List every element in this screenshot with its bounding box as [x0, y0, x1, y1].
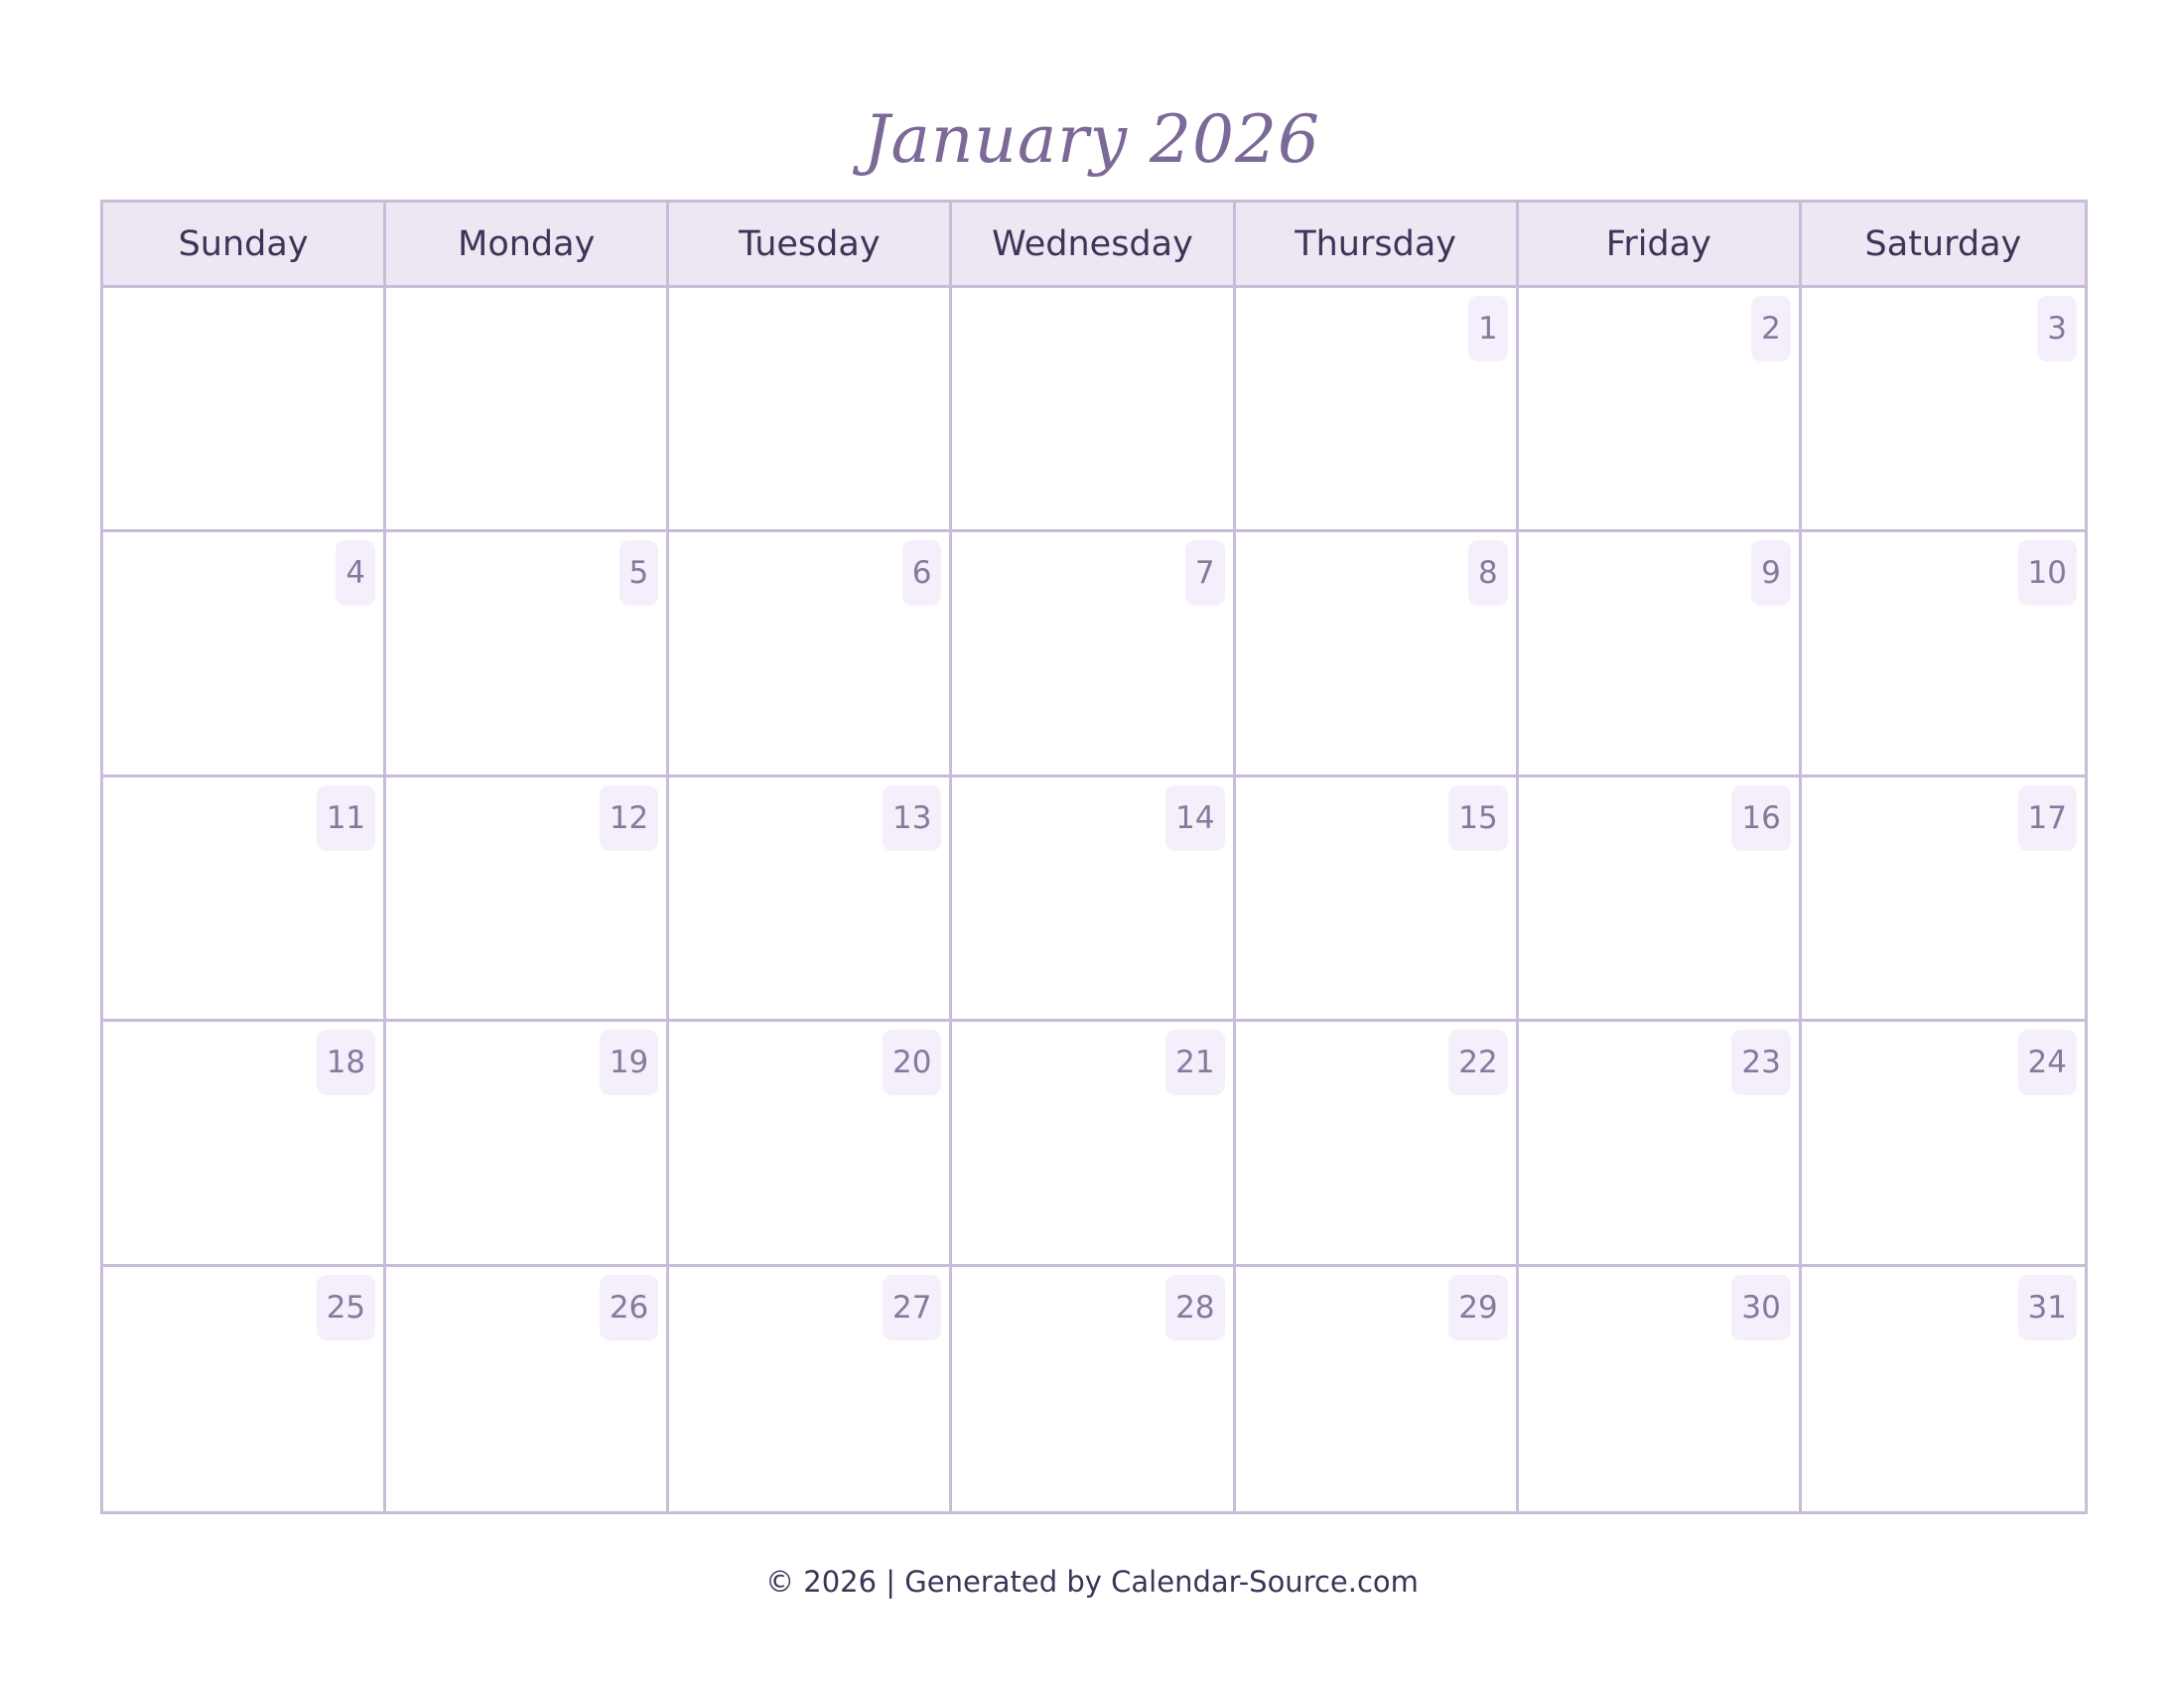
day-cell	[386, 1267, 669, 1511]
day-number: 23	[1731, 1030, 1790, 1095]
day-cell	[1802, 288, 2085, 532]
weekday-header-thursday: Thursday	[1236, 203, 1519, 288]
day-number: 14	[1165, 785, 1224, 851]
day-cell	[103, 1267, 386, 1511]
day-number: 9	[1751, 540, 1791, 606]
day-number: 28	[1165, 1275, 1224, 1340]
day-cell	[669, 532, 952, 776]
day-cell	[952, 1022, 1235, 1266]
day-number: 7	[1185, 540, 1225, 606]
day-cell	[952, 1267, 1235, 1511]
day-number: 3	[2037, 296, 2077, 361]
day-number: 5	[619, 540, 659, 606]
day-cell-empty	[386, 288, 669, 532]
day-number: 8	[1468, 540, 1508, 606]
calendar-grid	[100, 200, 2088, 1514]
day-cell	[1802, 1267, 2085, 1511]
day-number: 15	[1448, 785, 1507, 851]
day-number: 18	[317, 1030, 375, 1095]
day-cell	[1236, 288, 1519, 532]
day-number: 27	[883, 1275, 941, 1340]
day-number: 31	[2018, 1275, 2077, 1340]
weekday-header-sunday: Sunday	[103, 203, 386, 288]
weekday-header-wednesday: Wednesday	[952, 203, 1235, 288]
weekday-header-tuesday: Tuesday	[669, 203, 952, 288]
weekday-header-saturday: Saturday	[1802, 203, 2085, 288]
day-cell	[1802, 532, 2085, 776]
day-cell	[386, 1022, 669, 1266]
day-number: 19	[600, 1030, 658, 1095]
day-number: 12	[600, 785, 658, 851]
day-number: 4	[336, 540, 375, 606]
day-cell	[952, 532, 1235, 776]
day-cell	[1236, 777, 1519, 1022]
day-cell	[669, 777, 952, 1022]
day-cell	[1236, 1267, 1519, 1511]
day-cell	[1802, 1022, 2085, 1266]
day-number: 21	[1165, 1030, 1224, 1095]
weekday-header-friday: Friday	[1519, 203, 1802, 288]
day-number: 30	[1731, 1275, 1790, 1340]
day-cell	[386, 532, 669, 776]
day-cell	[1236, 1022, 1519, 1266]
day-number: 22	[1448, 1030, 1507, 1095]
day-cell-empty	[103, 288, 386, 532]
day-cell	[1519, 1267, 1802, 1511]
day-number: 13	[883, 785, 941, 851]
day-cell	[103, 777, 386, 1022]
day-cell	[1519, 288, 1802, 532]
day-number: 29	[1448, 1275, 1507, 1340]
weekday-header-monday: Monday	[386, 203, 669, 288]
day-number: 25	[317, 1275, 375, 1340]
day-number: 16	[1731, 785, 1790, 851]
day-number: 2	[1751, 296, 1791, 361]
day-cell	[1519, 532, 1802, 776]
footer-credit: © 2026 | Generated by Calendar-Source.com	[765, 1565, 1419, 1599]
day-cell	[1519, 1022, 1802, 1266]
day-cell	[669, 1022, 952, 1266]
day-cell	[103, 532, 386, 776]
day-cell	[1519, 777, 1802, 1022]
calendar-title: January 2026	[864, 101, 1320, 178]
day-number: 20	[883, 1030, 941, 1095]
day-number: 11	[317, 785, 375, 851]
day-cell	[1236, 532, 1519, 776]
day-number: 10	[2018, 540, 2077, 606]
day-number: 24	[2018, 1030, 2077, 1095]
day-cell	[386, 777, 669, 1022]
day-cell	[669, 1267, 952, 1511]
day-number: 1	[1468, 296, 1508, 361]
day-number: 17	[2018, 785, 2077, 851]
day-cell-empty	[952, 288, 1235, 532]
day-number: 26	[600, 1275, 658, 1340]
day-cell	[1802, 777, 2085, 1022]
day-number: 6	[902, 540, 942, 606]
day-cell	[952, 777, 1235, 1022]
day-cell-empty	[669, 288, 952, 532]
day-cell	[103, 1022, 386, 1266]
